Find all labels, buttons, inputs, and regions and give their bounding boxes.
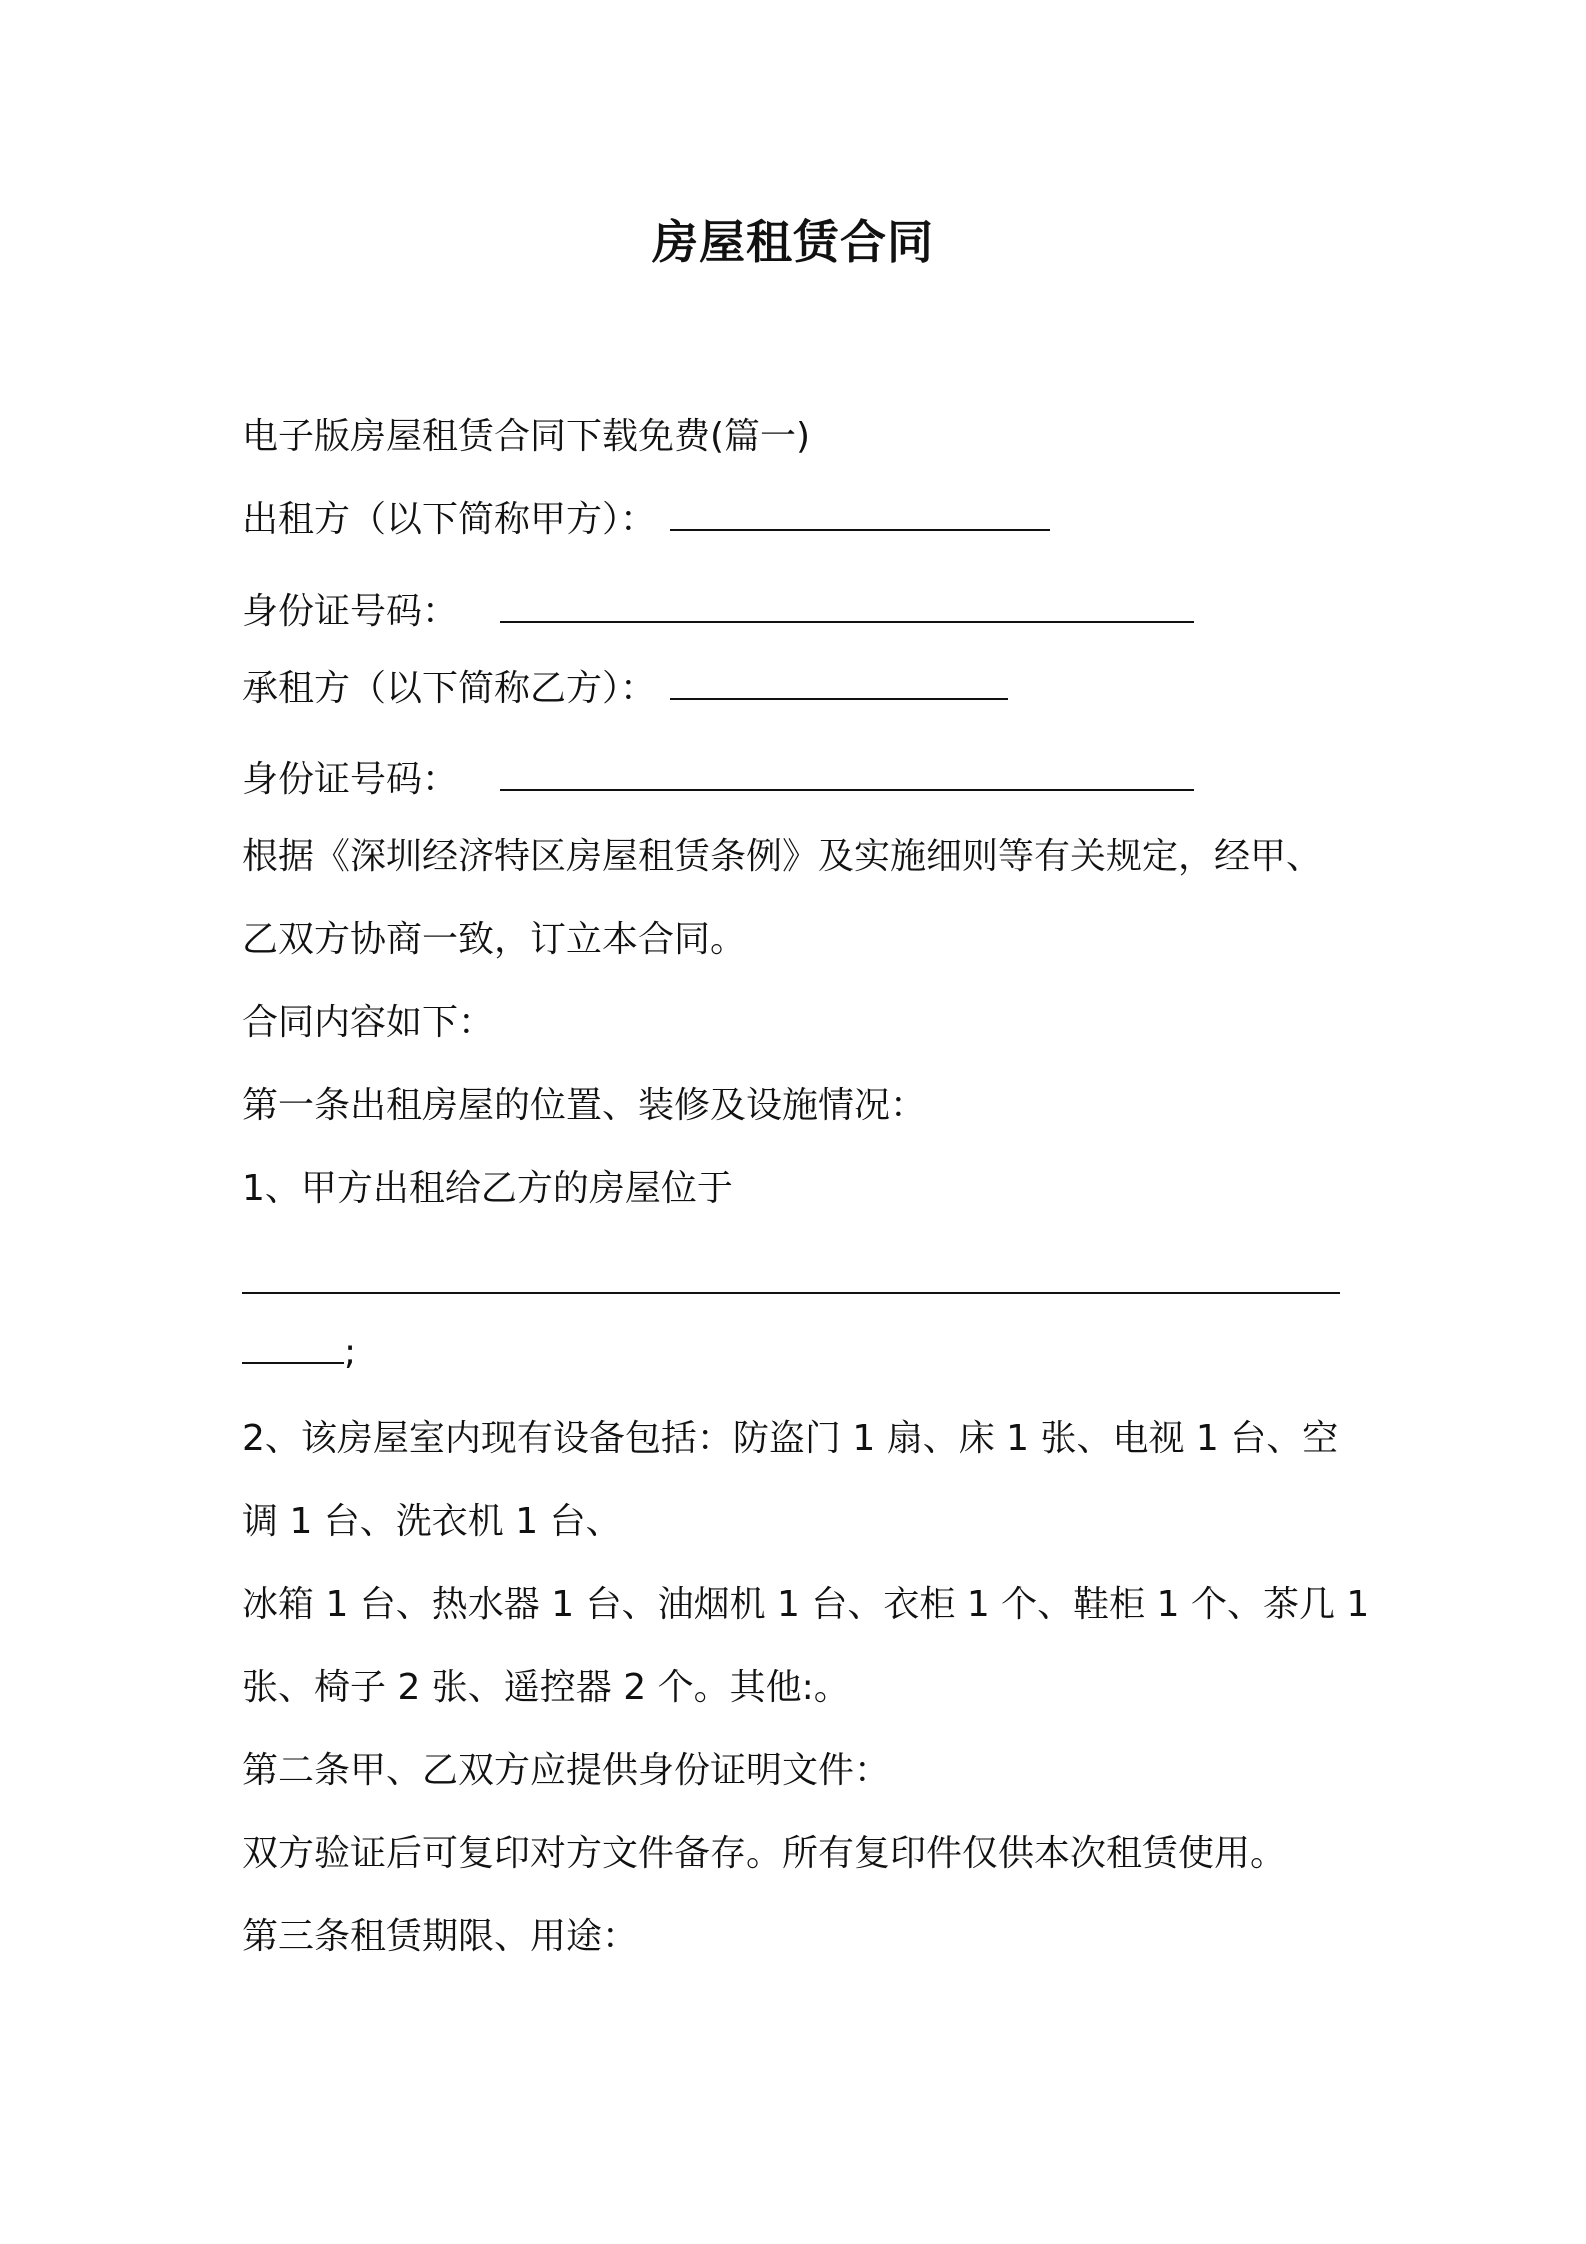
lessor-id-blank [500,589,1194,623]
lessee-id-label: 身份证号码： [242,759,459,800]
lessor-line [242,496,1050,544]
address-blank-end [242,1328,356,1377]
document-title: 房屋租赁合同 [652,215,934,269]
lessee-line [242,665,1008,713]
article3-title: 第三条租赁期限、用途： [242,1916,639,1957]
basis-line-1: 根据《深圳经济特区房屋租赁条例》及实施细则等有关规定，经甲、 [242,836,1323,877]
document-subtitle: 电子版房屋租赁合同下载免费(篇一) [242,416,811,457]
lessor-id-line [242,588,1194,636]
article1-item2-line1: 2、该房屋室内现有设备包括：防盗门 1 扇、床 1 张、电视 1 台、空 [242,1418,1339,1459]
lessee-id-blank [500,757,1194,791]
article1-title: 第一条出租房屋的位置、装修及设施情况： [242,1085,927,1126]
address-blank-line [242,1292,1340,1294]
lessor-id-label: 身份证号码： [242,591,459,632]
article1-item2-line3: 冰箱 1 台、热水器 1 台、油烟机 1 台、衣柜 1 个、鞋柜 1 个、茶几 1 [242,1584,1370,1625]
article1-item2-line2: 调 1 台、洗衣机 1 台、 [242,1501,622,1542]
basis-line-2: 乙双方协商一致，订立本合同。 [242,919,747,960]
article1-item1: 1、甲方出租给乙方的房屋位于 [242,1168,733,1209]
lessee-blank [670,666,1008,700]
lessor-blank [670,497,1050,531]
article2-text: 双方验证后可复印对方文件备存。所有复印件仅供本次租赁使用。 [242,1833,1287,1874]
lessor-label: 出租方（以下简称甲方）： [242,499,657,540]
address-blank-short [242,1328,344,1364]
article2-title: 第二条甲、乙双方应提供身份证明文件： [242,1750,891,1791]
address-end-punct: ; [344,1332,357,1373]
lessee-id-line [242,756,1194,804]
lessee-label: 承租方（以下简称乙方）： [242,668,657,709]
article1-item2-line4: 张、椅子 2 张、遥控器 2 个。其他:。 [242,1667,850,1708]
content-intro: 合同内容如下： [242,1002,495,1043]
